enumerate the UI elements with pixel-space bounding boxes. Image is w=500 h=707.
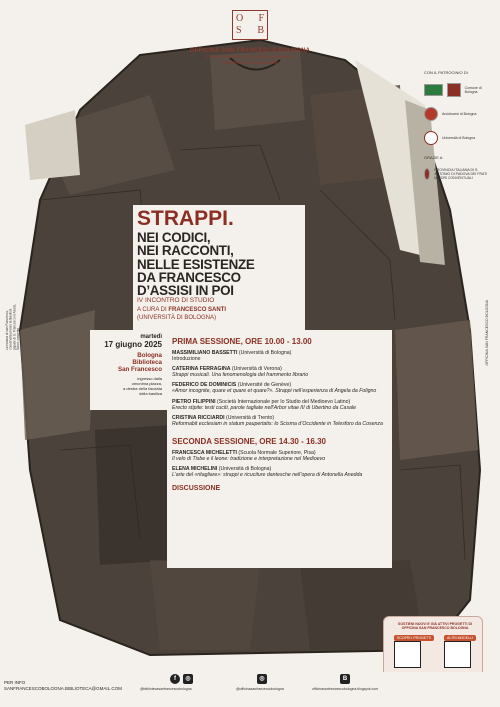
patrocinio-label: CON IL PATROCINIO DI xyxy=(424,70,468,75)
social-handle[interactable]: @officinasanfrancescobologna xyxy=(236,687,284,691)
sponsor-name: Arcidiocesi di Bologna xyxy=(442,111,477,116)
subtitle-line: NEI RACCONTI, xyxy=(137,243,234,259)
sponsor-logo xyxy=(424,168,494,181)
talk-topic: Reformabit ecclesiam in statum paupertatis: lo Scisma d’Occidente in Telesforo da Cosenza xyxy=(172,420,383,427)
blog-icon[interactable]: B xyxy=(340,674,350,684)
speaker-affil: (Società Internazionale per lo Studio del Medioevo Latino) xyxy=(215,398,351,405)
discussione-label: DISCUSSIONE xyxy=(172,484,221,492)
social-handle[interactable]: officinasanfrancescobologna.blogspot.com xyxy=(312,687,379,691)
photo-credit: La tonaca di san Francesco, conservata presso la Basilica papale di S. Francesco in Assisi, Sacro convento xyxy=(5,304,21,350)
monogram-letter: F xyxy=(258,13,264,24)
venue-note-line: omonima piazza, xyxy=(131,381,162,387)
speaker-affil: (Université de Genève) xyxy=(236,382,292,389)
grazie-label: GRAZIE A xyxy=(424,155,443,160)
org-name: OFFICINA SAN FRANCESCO BOLOGNA xyxy=(189,48,311,54)
diocese-emblem-icon xyxy=(424,107,438,121)
org-subtitle: Frate Bernardo di Quintavalle xyxy=(221,59,279,65)
talk xyxy=(172,399,387,411)
monogram-letter: O xyxy=(236,13,244,24)
talk xyxy=(172,366,387,378)
speaker-name: FEDERICO DE DOMINICIS xyxy=(172,382,237,389)
subtitle-line: NELLE ESISTENZE xyxy=(137,256,255,272)
session-2-title: SECONDA SESSIONE, ORE 14.30 - 16.30 xyxy=(172,437,326,447)
curatore-prefix: A CURA DI xyxy=(137,307,167,313)
org-logo xyxy=(0,10,500,65)
qr-label: SCOPRI I PROGETTI xyxy=(394,635,434,641)
university-seal-icon xyxy=(424,131,438,145)
region-emblem-icon xyxy=(424,84,443,96)
speaker-name: FRANCESCA MICHELETTI xyxy=(172,450,237,457)
venue-note-line: a destra della facciata xyxy=(123,386,162,392)
talk-topic: L’arte del «ritagliare»: strappi e ricuciture dantesche nell’opera di Antonella Anedda xyxy=(172,472,363,479)
talk xyxy=(172,450,387,462)
event-date: 17 giugno 2025 xyxy=(104,340,162,349)
venue-note xyxy=(90,376,162,396)
social-icons xyxy=(170,674,193,684)
event-title: STRAPPI. xyxy=(137,207,234,230)
instagram-icon[interactable]: ◎ xyxy=(183,674,193,684)
qr-label: ALTRI MODELLI xyxy=(444,635,476,641)
venue xyxy=(90,352,162,373)
talk xyxy=(172,350,387,362)
curatore xyxy=(137,307,226,322)
session-1-title: PRIMA SESSIONE, ORE 10.00 - 13.00 xyxy=(172,337,312,346)
contact-email[interactable]: SANFRANCESCOBOLOGNA.BIBLIOTECA@GMAIL.COM xyxy=(4,685,122,691)
monogram-letter: B xyxy=(257,25,264,36)
franciscan-province-icon xyxy=(424,168,430,180)
speaker-name: PIETRO FILIPPINI xyxy=(172,398,216,405)
venue-line: Biblioteca xyxy=(132,359,162,367)
incontro-label: IV INCONTRO DI STUDIO xyxy=(137,297,215,304)
qr-code-icon[interactable] xyxy=(394,641,421,668)
subtitle-line: D’ASSISI IN POI xyxy=(137,283,234,299)
venue-line: Bologna xyxy=(137,352,162,359)
venue-note-line: ingresso dalla xyxy=(137,376,162,382)
speaker-affil: (Scuola Normale Superiore, Pisa) xyxy=(236,450,316,457)
speaker-affil: (Università di Trento) xyxy=(224,414,275,421)
qr-code-icon[interactable] xyxy=(444,641,471,668)
talk-topic: Introduzione xyxy=(172,356,201,362)
sponsor-logo xyxy=(424,131,494,145)
monogram-letter: S xyxy=(236,25,242,36)
talk xyxy=(172,382,387,394)
date-venue-panel xyxy=(90,330,167,410)
talk xyxy=(172,466,387,478)
speaker-affil: (Università di Bologna) xyxy=(237,350,292,356)
event-subtitle xyxy=(137,231,255,297)
sponsor-name: PROVINCIA ITALIANA DI S. ANTONIO DI PADOVA DEI FRATI MINORI CONVENTUALI xyxy=(434,168,488,181)
speaker-name: CRISTINA RICCIARDI xyxy=(172,414,225,421)
side-org-label: OFFICINA SAN FRANCESCO BOLOGNA xyxy=(485,300,489,366)
sponsors-panel xyxy=(416,70,494,191)
talk-topic: Il velo di Tisbe e il leone: tradizione e interpretazione nel Medioevo xyxy=(172,456,326,463)
speaker-affil: (Università di Verona) xyxy=(230,366,282,373)
venue-line: San Francesco xyxy=(117,366,162,374)
facebook-icon[interactable]: f xyxy=(170,674,180,684)
org-subtitle: Sezione studi sulla storia del francescanesimo xyxy=(205,54,295,59)
subtitle-line: DA FRANCESCO xyxy=(137,269,241,285)
talk-topic: Erecto stipite: testi cuciti, parole tagliate nell’Arbor vitae III di Ubertino da Casale xyxy=(172,404,356,411)
social-handle[interactable]: @bibliotecasanfrancescobologna xyxy=(140,687,192,691)
sponsor-logo xyxy=(424,107,494,121)
curatore-affil: (UNIVERSITÀ DI BOLOGNA) xyxy=(137,314,217,321)
qr-heading: SOSTIENI NUOVI E GIÀ ATTIVI PROGETTI DI OFFICINA SAN FRANCESCO BOLOGNA xyxy=(398,622,472,631)
event-day: martedì xyxy=(140,334,162,340)
talk xyxy=(172,415,387,427)
social-icons xyxy=(340,674,350,684)
talk-topic: «Amor incognite, quare et quare et quare?». Strappi nell’esperienza di Angela da Foligno xyxy=(172,388,377,395)
sponsor-name: Università di Bologna xyxy=(442,135,476,140)
venue-note-line: della basilica xyxy=(139,391,162,397)
speaker-name: CATERINA FERRAGINA xyxy=(172,366,231,373)
city-crest-icon xyxy=(447,83,460,97)
instagram-icon[interactable]: ◎ xyxy=(257,674,267,684)
curatore-name: FRANCESCO SANTI xyxy=(168,307,227,313)
speaker-affil: (Università di Bologna) xyxy=(217,466,272,473)
subtitle-line: NEI CODICI, xyxy=(137,230,211,245)
speaker-name: MASSIMILIANO BASSETTI xyxy=(172,350,238,356)
sponsor-name: Comune di Bologna xyxy=(464,85,482,94)
sponsor-logo xyxy=(424,83,494,97)
contact-info xyxy=(4,680,122,691)
ofsb-monogram xyxy=(232,10,268,40)
speaker-name: ELENA MICHELINI xyxy=(172,466,218,473)
talk-topic: Strappi musicali. Una fenomenologia del frammento librario xyxy=(172,372,309,379)
program-panel xyxy=(167,330,392,568)
social-icons xyxy=(257,674,267,684)
info-label: PER INFO xyxy=(4,680,26,685)
